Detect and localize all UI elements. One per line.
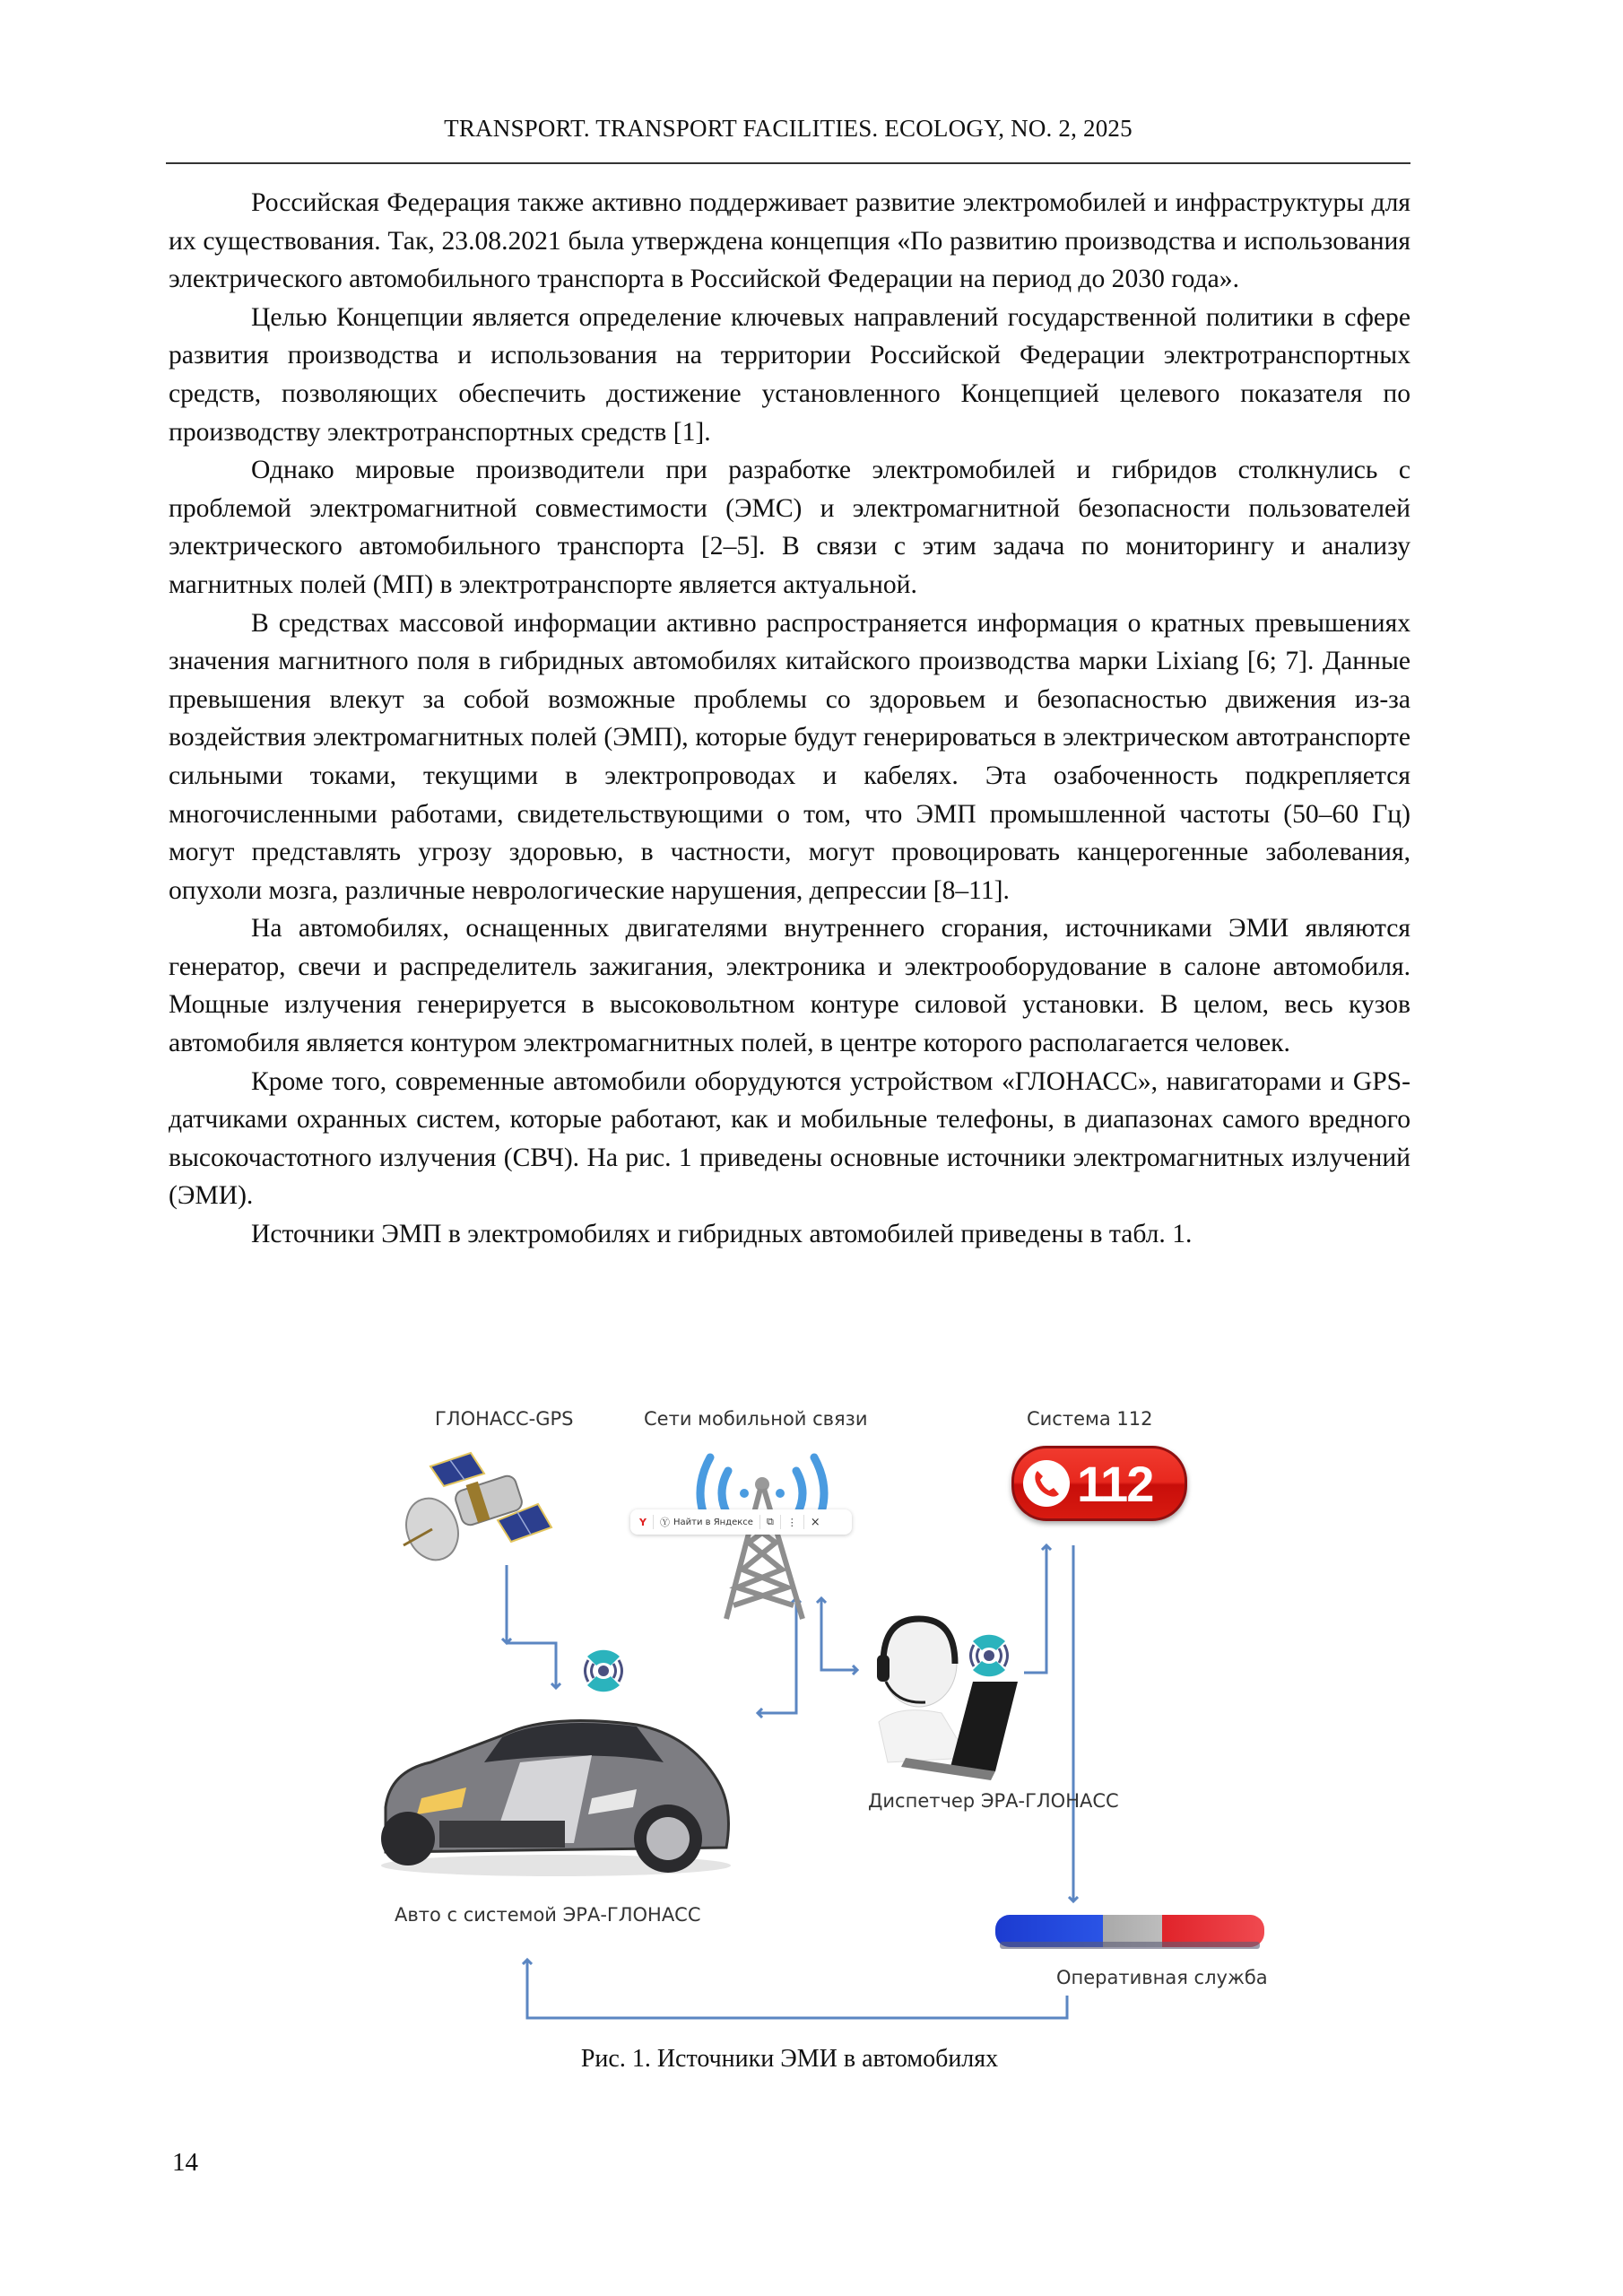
- arrow-service-car: [527, 1960, 1067, 2018]
- label-operational-service: Оперативная служба: [1056, 1967, 1268, 1988]
- yandex-search-popup[interactable]: [630, 1509, 852, 1535]
- yandex-search-button[interactable]: Найти в Яндексе: [673, 1517, 753, 1527]
- arrow-dispatcher-112: [1024, 1545, 1046, 1673]
- label-glonass-gps: ГЛОНАСС-GPS: [435, 1408, 574, 1430]
- label-system-112: Система 112: [1027, 1408, 1153, 1430]
- figure-emi-sources: [359, 1399, 1273, 2045]
- label-mobile-networks: Сети мобильной связи: [644, 1408, 868, 1430]
- satellite-icon: [395, 1448, 565, 1565]
- paragraph: Целью Концепции является определение ключевых направлений государственной политики в сфере развития производства и использования на территории Российской Федерации электротранспортных средств, позволяющих обеспечить достижение установленного Концепцией целевого показателя по производству электротранспортных средств [1].: [169, 302, 1410, 447]
- separator: [759, 1515, 760, 1529]
- close-icon[interactable]: ×: [810, 1515, 820, 1529]
- page-number: 14: [172, 2148, 198, 2177]
- copy-icon[interactable]: ⧉: [766, 1516, 774, 1527]
- arrow-satellite-car: [507, 1565, 556, 1688]
- label-car-era-glonass: Авто с системой ЭРА-ГЛОНАСС: [395, 1904, 701, 1926]
- phone-icon: [1021, 1458, 1072, 1509]
- signal-icon: [578, 1646, 629, 1696]
- paragraph: В средствах массовой информации активно распространяется информация о кратных превышениях значения магнитного поля в гибридных автомобилях китайского производства марки Lixiang [6; 7]. Данные превышения влекут за собой возможные проблемы со здоровьем и безопасностью движения из-за воздействия электромагнитных полей (ЭМП), которые будут генерироваться в электрическом автотранспорте сильными токами, текущими в электропроводах и кабелях. Эта озабоченность подкрепляется многочисленными работами, свидетельствующими о том, что ЭМП промышленной частоты (50–60 Гц) могут представлять угрозу здоровью, в частности, могут провоцировать канцерогенные заболевания, опухоли мозга, различные неврологические нарушения, депрессии [8–11].: [169, 608, 1410, 905]
- separator: [803, 1515, 804, 1529]
- paragraph: На автомобилях, оснащенных двигателями внутреннего сгорания, источниками ЭМИ являются генератор, свечи и распределитель зажигания, электроника и электрооборудование в салоне автомобиля. Мощные излучения генерируется в высоковольтном контуре силовой установки. В целом, весь кузов автомобиля является контуром электромагнитных полей, в центре которого располагается человек.: [169, 914, 1410, 1058]
- car-icon: [368, 1700, 744, 1879]
- yandex-logo-icon: Y: [639, 1516, 647, 1528]
- police-light-bar-icon: [991, 1906, 1269, 1960]
- dispatcher-icon: [870, 1614, 1022, 1785]
- badge-112-number: 112: [1077, 1455, 1153, 1512]
- more-options-icon[interactable]: ⋮: [786, 1516, 797, 1528]
- badge-112: [1011, 1446, 1187, 1521]
- paragraph: Однако мировые производители при разработке электромобилей и гибридов столкнулись с проблемой электромагнитной совместимости (ЭМС) и электромагнитной безопасности пользователей электрического автомобильного транспорта [2–5]. В связи с этим задача по мониторингу и анализу магнитных полей (МП) в электротранспорте является актуальной.: [169, 456, 1410, 599]
- yandex-search-icon: Ⓨ: [659, 1517, 670, 1528]
- paragraph: Кроме того, современные автомобили оборудуются устройством «ГЛОНАСС», навигаторами и GPS-датчиками охранных систем, которые работают, как и мобильные телефоны, в диапазонах самого вредного высокочастотного излучения (СВЧ). На рис. 1 приведены основные источники электромагнитных излучений (ЭМИ).: [169, 1066, 1410, 1211]
- separator: [653, 1515, 654, 1529]
- paragraph: Источники ЭМП в электромобилях и гибридных автомобилей приведены в табл. 1.: [251, 1220, 1193, 1249]
- header-rule: [166, 162, 1410, 164]
- separator: [780, 1515, 781, 1529]
- figure-caption: Рис. 1. Источники ЭМИ в автомобилях: [580, 2045, 999, 2073]
- paragraph: Российская Федерация также активно поддерживает развитие электромобилей и инфраструктуры для их существования. Так, 23.08.2021 была утверждена концепция «По развитию производства и использования электрического автомобильного транспорта в Российской Федерации на период до 2030 года».: [169, 188, 1410, 294]
- article-body: [169, 184, 1410, 1254]
- label-dispatcher: Диспетчер ЭРА-ГЛОНАСС: [868, 1790, 1119, 1812]
- running-head: TRANSPORT. TRANSPORT FACILITIES. ECOLOGY, NO. 2, 2025: [444, 115, 1133, 142]
